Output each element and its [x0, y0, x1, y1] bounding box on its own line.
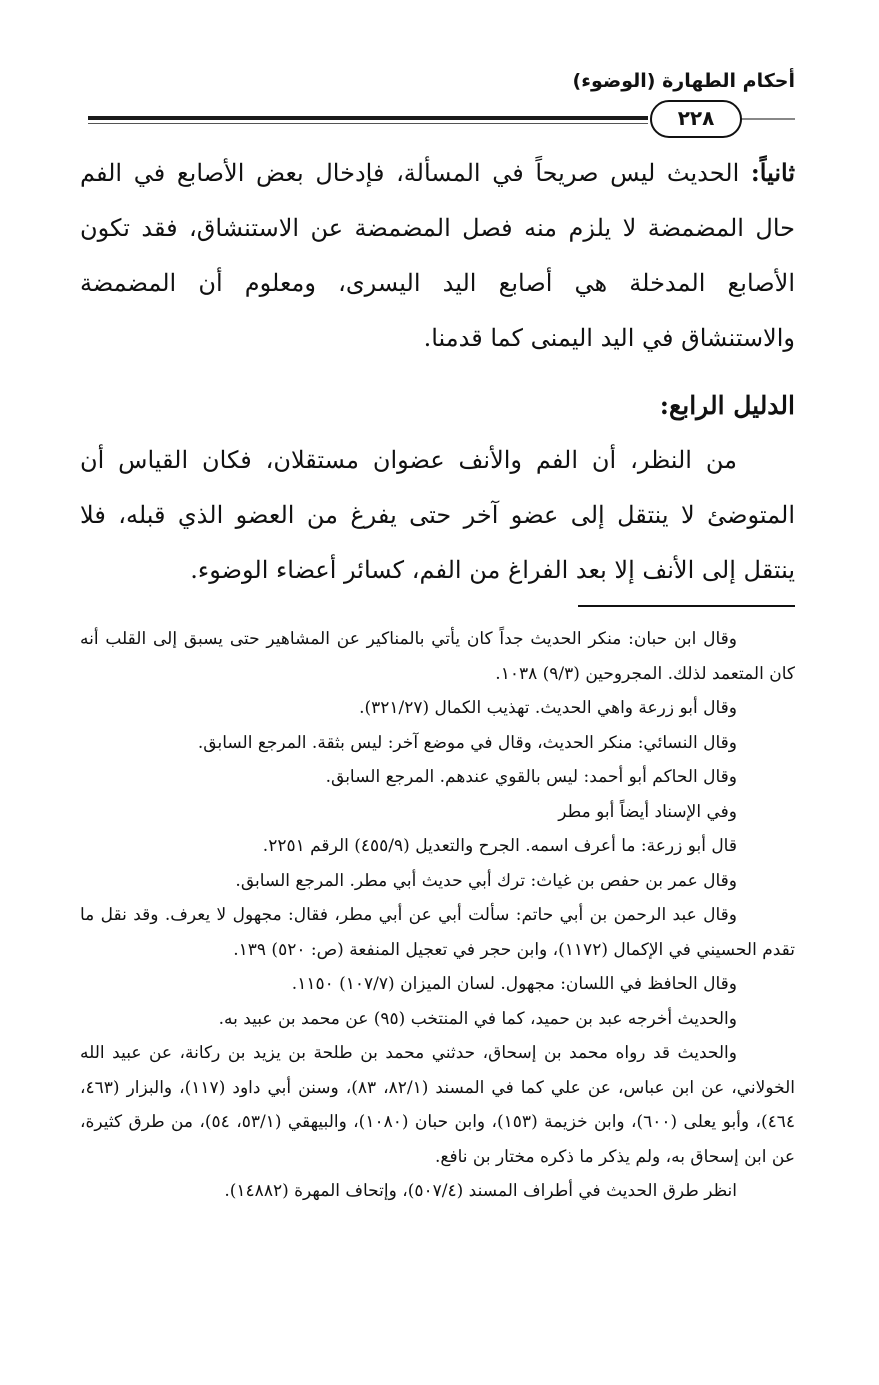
footnote-line: وقال عمر بن حفص بن غياث: ترك أبي حديث أبي مطر. المرجع السابق. [235, 870, 737, 891]
footnote-separator [578, 605, 795, 607]
main-text [80, 145, 795, 598]
paragraph-fourth-evidence: من النظر، أن الفم والأنف عضوان مستقلان، فكان القياس أن المتوضئ لا ينتقل إلى عضو آخر حتى يفرغ من العضو الذي قبله، فلا ينتقل إلى الأنف إلا بعد الفراغ من الفم، كسائر أعضاء الوضوء. [80, 446, 795, 584]
header-rule-right [740, 118, 795, 120]
paragraph-text: الحديث ليس صريحاً في المسألة، فإدخال بعض الأصابع في الفم حال المضمضة لا يلزم منه فصل المضمضة عن الاستنشاق، فقد تكون الأصابع المدخلة هي أصابع اليد اليسرى، ومعلوم أن المضمضة والاستنشاق في اليد اليمنى كما قدمنا. [80, 159, 795, 352]
footnote-line: وقال ابن حبان: منكر الحديث جداً كان يأتي بالمناكير عن المشاهير حتى يسبق إلى القلب أنه كان المتعمد لذلك. المجروحين (٩/٣) ١٠٣٨. [80, 629, 795, 684]
footnote-line: وقال النسائي: منكر الحديث، وقال في موضع آخر: ليس بثقة. المرجع السابق. [197, 732, 737, 753]
footnote-line: وقال عبد الرحمن بن أبي حاتم: سألت أبي عن أبي مطر، فقال: مجهول لا يعرف. وقد نقل ما تقدم الحسيني في الإكمال (١١٧٢)، وابن حجر في تعجيل المنفعة (ص: ٥٢٠) ١٣٩. [80, 905, 795, 960]
section-heading: الدليل الرابع: [659, 391, 795, 420]
footnote-line: انظر طرق الحديث في أطراف المسند (٥٠٧/٤)، وإتحاف المهرة (١٤٨٨٢). [224, 1181, 737, 1201]
paragraph-lead: ثانياً: [750, 158, 795, 187]
footnote-line: وقال الحافظ في اللسان: مجهول. لسان الميزان (١٠٧/٧) ١١٥٠. [291, 974, 737, 994]
footnote-line: قال أبو زرعة: ما أعرف اسمه. الجرح والتعديل (٤٥٥/٩) الرقم ٢٢٥١. [262, 836, 737, 856]
paragraph-second-point [80, 145, 795, 366]
header-rule-thin [88, 123, 648, 124]
footnote-line: والحديث أخرجه عبد بن حميد، كما في المنتخب (٩٥) عن محمد بن عبيد به. [218, 1008, 737, 1029]
footnotes [80, 622, 795, 1209]
footnote-line: وفي الإسناد أيضاً أبو مطر [558, 801, 737, 822]
footnote-line: وقال الحاكم أبو أحمد: ليس بالقوي عندهم. المرجع السابق. [325, 767, 737, 787]
footnote-line: وقال أبو زرعة واهي الحديث. تهذيب الكمال (٣٢١/٢٧). [359, 698, 737, 718]
header-rule [88, 116, 648, 120]
footnote-line: والحديث قد رواه محمد بن إسحاق، حدثني محمد بن طلحة بن يزيد بن ركانة، عن عبيد الله الخولاني، عن ابن عباس، عن علي كما في المسند (٨٢/١، ٨٣)، وسنن أبي داود (١١٧)، والبزار (٤٦٣، ٤٦٤)، وأبو يعلى (٦٠٠)، وابن خزيمة (١٥٣)، وابن حبان (١٠٨٠)، والبيهقي (٥٣/١، ٥٤)، من طرق كثيرة، عن ابن إسحاق به، ولم يذكر ما ذكره مختار بن نافع. [80, 1043, 796, 1167]
running-title: أحكام الطهارة (الوضوء) [572, 70, 795, 92]
page-number: ٢٢٨ [650, 100, 742, 138]
